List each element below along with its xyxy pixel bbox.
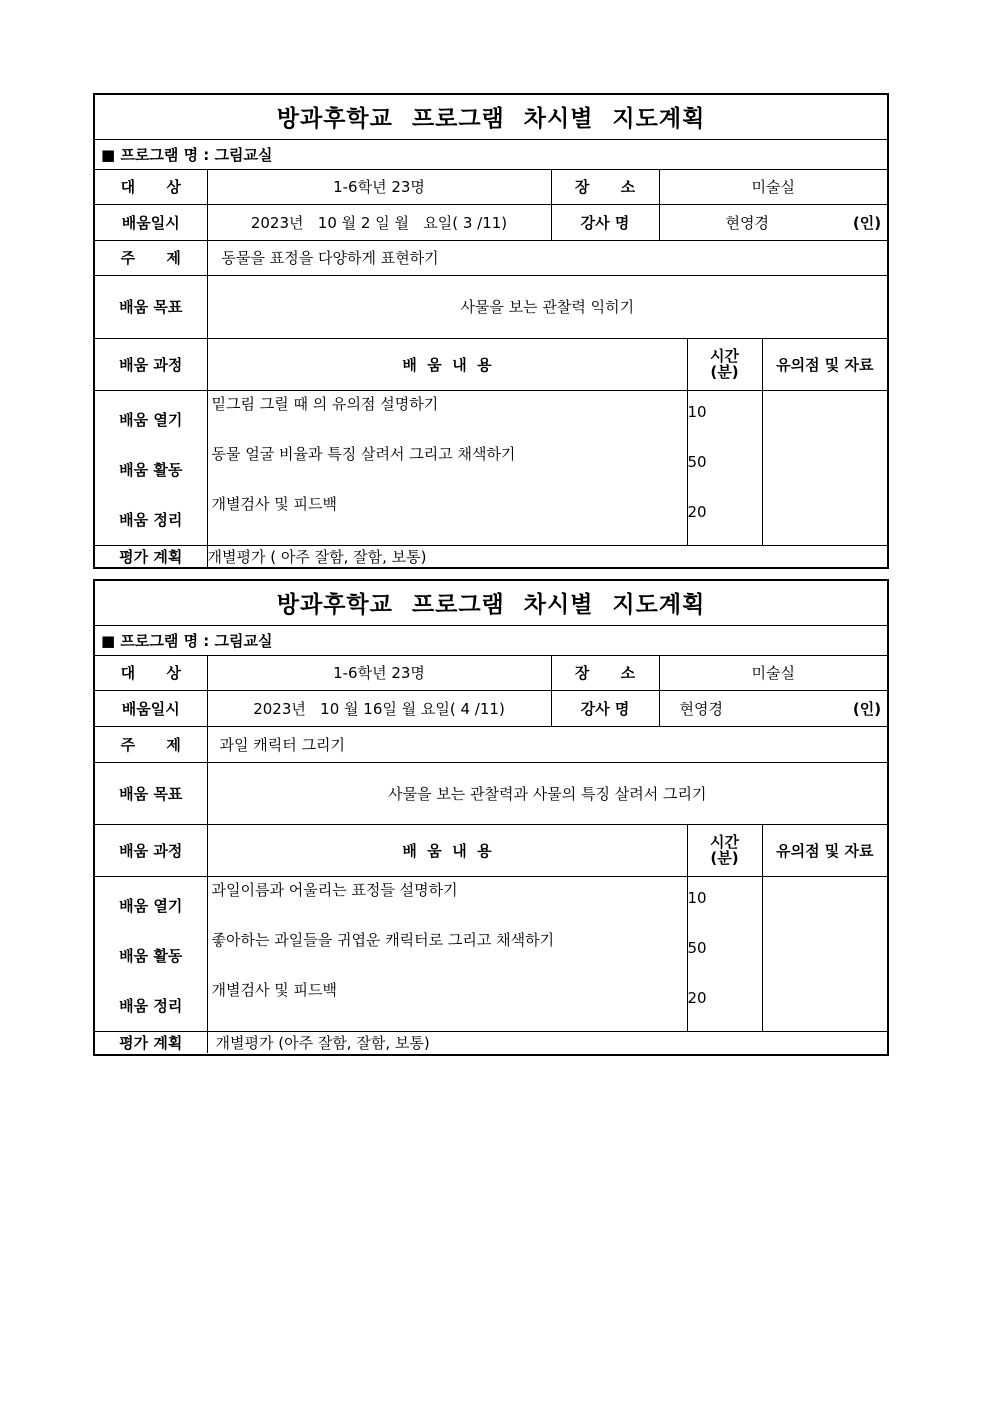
time-unit: (분) (710, 363, 739, 381)
step-times (687, 876, 762, 1031)
target-value: 1-6학년 23명 (207, 169, 551, 204)
date-value: 2023년 10 월 2 일 월 요일( 3 /11) (207, 204, 551, 240)
step-time-open: 10 (687, 888, 707, 907)
step-label-activity: 배움 활동 (119, 946, 183, 965)
process-label: 배움 과정 (95, 338, 207, 390)
time-label: 시간 (710, 833, 739, 851)
place-label: 장 소 (551, 655, 659, 690)
time-unit: (분) (710, 849, 739, 867)
step-time-close: 20 (687, 502, 707, 521)
teacher-value: 현영경 (725, 213, 769, 232)
theme-value: 과일 캐릭터 그리기 (207, 726, 887, 762)
eval-label: 평가 계획 (95, 1031, 207, 1053)
step-labels (95, 390, 207, 545)
teacher-label: 강사 명 (551, 690, 659, 726)
teacher-cell (659, 690, 887, 726)
step-content-close: 개별검사 및 피드백 (211, 980, 337, 999)
step-label-close: 배움 정리 (119, 510, 183, 529)
notes-cell (762, 390, 887, 545)
eval-label: 평가 계획 (95, 545, 207, 567)
eval-value: 개별평가 ( 아주 잘함, 잘함, 보통) (207, 545, 887, 567)
theme-label: 주 제 (95, 726, 207, 762)
time-header (687, 824, 762, 876)
time-label: 시간 (710, 347, 739, 365)
step-label-close: 배움 정리 (119, 996, 183, 1015)
date-label: 배움일시 (95, 690, 207, 726)
place-value: 미술실 (659, 655, 887, 690)
step-contents (207, 390, 687, 545)
stamp-mark: (인) (852, 699, 882, 718)
place-label: 장 소 (551, 169, 659, 204)
date-value: 2023년 10 월 16일 월 요일( 4 /11) (207, 690, 551, 726)
process-label: 배움 과정 (95, 824, 207, 876)
notes-label: 유의점 및 자료 (762, 824, 887, 876)
content-label: 배 움 내 용 (207, 338, 687, 390)
step-content-activity: 동물 얼굴 비율과 특징 살려서 그리고 채색하기 (211, 444, 516, 463)
teacher-value: 현영경 (679, 699, 723, 718)
step-time-activity: 50 (687, 938, 707, 957)
plan-title: 방과후학교 프로그램 차시별 지도계획 (276, 106, 706, 133)
theme-value: 동물을 표정을 다양하게 표현하기 (207, 240, 887, 275)
content-label: 배 움 내 용 (207, 824, 687, 876)
plan-title: 방과후학교 프로그램 차시별 지도계획 (276, 592, 706, 619)
step-content-activity: 좋아하는 과일들을 귀엽운 캐릭터로 그리고 채색하기 (211, 930, 555, 949)
theme-label: 주 제 (95, 240, 207, 275)
step-content-open: 과일이름과 어울리는 표정들 설명하기 (211, 880, 458, 899)
target-label: 대 상 (95, 169, 207, 204)
step-times (687, 390, 762, 545)
goal-value: 사물을 보는 관찰력과 사물의 특징 살려서 그리기 (207, 762, 887, 824)
time-header (687, 338, 762, 390)
notes-cell (762, 876, 887, 1031)
program-name: ■ 프로그램 명 : 그림교실 (95, 625, 887, 655)
lesson-plan-2 (93, 579, 889, 1056)
lesson-plan-1 (93, 93, 889, 569)
step-time-close: 20 (687, 988, 707, 1007)
target-label: 대 상 (95, 655, 207, 690)
goal-label: 배움 목표 (95, 762, 207, 824)
date-label: 배움일시 (95, 204, 207, 240)
step-content-open: 밑그림 그릴 때 의 유의점 설명하기 (211, 394, 439, 413)
teacher-cell (659, 204, 887, 240)
place-value: 미술실 (659, 169, 887, 204)
step-contents (207, 876, 687, 1031)
step-content-close: 개별검사 및 피드백 (211, 494, 337, 513)
step-time-open: 10 (687, 402, 707, 421)
step-label-open: 배움 열기 (119, 410, 183, 429)
step-labels (95, 876, 207, 1031)
target-value: 1-6학년 23명 (207, 655, 551, 690)
step-label-open: 배움 열기 (119, 896, 183, 915)
teacher-label: 강사 명 (551, 204, 659, 240)
step-label-activity: 배움 활동 (119, 460, 183, 479)
goal-label: 배움 목표 (95, 275, 207, 338)
goal-value: 사물을 보는 관찰력 익히기 (207, 275, 887, 338)
eval-value: 개별평가 (아주 잘함, 잘함, 보통) (207, 1031, 887, 1053)
stamp-mark: (인) (852, 213, 882, 232)
notes-label: 유의점 및 자료 (762, 338, 887, 390)
program-name: ■ 프로그램 명 : 그림교실 (95, 139, 887, 169)
step-time-activity: 50 (687, 452, 707, 471)
